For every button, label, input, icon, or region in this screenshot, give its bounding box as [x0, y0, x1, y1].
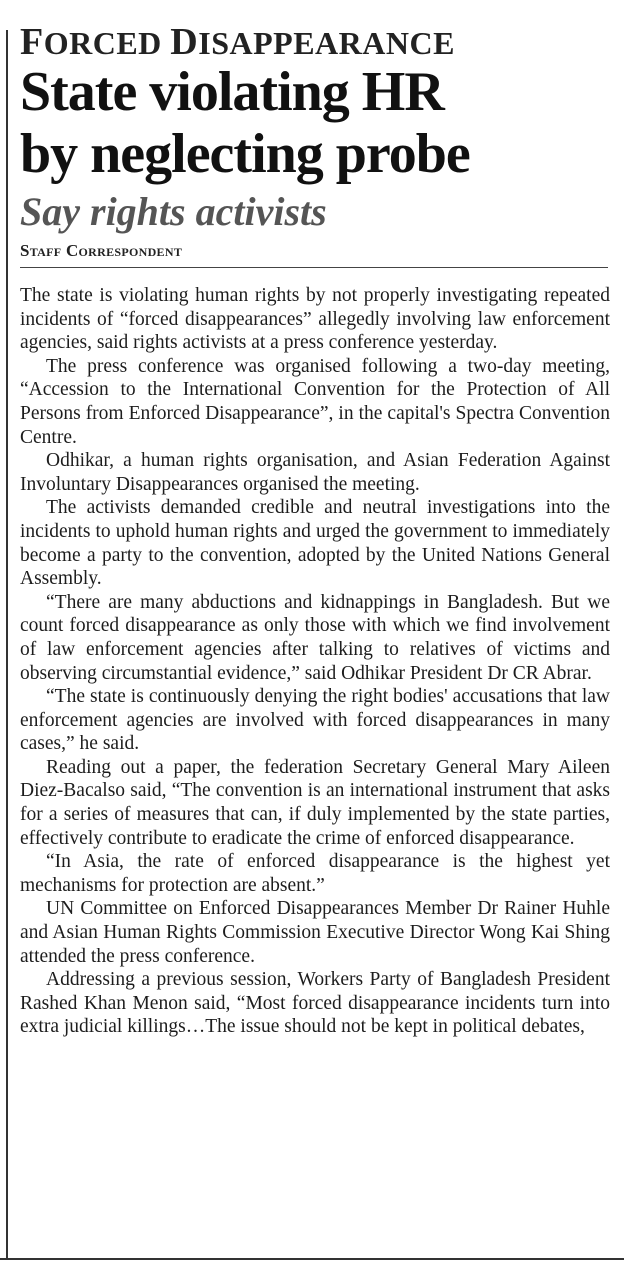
paragraph: “In Asia, the rate of enforced disappearance is the highest yet mechanisms for protection are absent.” — [20, 851, 610, 896]
paragraph: UN Committee on Enforced Disappearances Member Dr Rainer Huhle and Asian Human Rights Commission Executive Director Wong Kai Shing attended the press conference. — [20, 898, 610, 967]
subheadline: Say rights activists — [20, 189, 327, 234]
byline: Staff Correspondent — [20, 241, 183, 260]
paragraph: Addressing a previous session, Workers Party of Bangladesh President Rashed Khan Menon said, “Most forced disappearance incidents turn into extra judicial killings…The issue should not be kept in political debates, — [20, 969, 610, 1038]
paragraph: The activists demanded credible and neutral investigations into the incidents to uphold human rights and urged the government to immediately become a party to the convention, adopted by the United Nations General Assembly. — [20, 497, 610, 590]
kicker-text-2: ISAPPEARANCE — [198, 25, 455, 61]
headline-line-1: State violating HR — [20, 61, 444, 123]
paragraph: “There are many abductions and kidnappings in Bangladesh. But we count forced disappearance as only those with which we find involvement of law enforcement agencies after talking to relatives of victims and observing circumstantial evidence,” said Odhikar President Dr CR Abrar. — [20, 591, 610, 684]
paragraph: Reading out a paper, the federation Secretary General Mary Aileen Diez-Bacalso said, “The convention is an international instrument that asks for a series of measures that can, if duly implemented by the state parties, effectively contribute to eradicate the crime of enforced disappearance. — [20, 756, 610, 849]
paragraph: “The state is continuously denying the right bodies' accusations that law enforcement agencies are involved with forced disappearances in many cases,” he said. — [20, 686, 610, 755]
byline-divider — [20, 267, 608, 268]
kicker-text-1: ORCED — [43, 25, 171, 61]
news-article — [20, 22, 610, 1039]
kicker-initial-1: F — [20, 21, 44, 63]
article-body — [20, 284, 610, 1039]
section-kicker — [20, 22, 610, 63]
kicker-initial-2: D — [170, 21, 199, 63]
column-left-rule — [6, 30, 8, 1260]
paragraph: The state is violating human rights by not properly investigating repeated incidents of “forced disappearances” allegedly involving law enforcement agencies, said rights activists at a press conference yesterday. — [20, 285, 610, 354]
paragraph: The press conference was organised following a two-day meeting, “Accession to the International Convention for the Protection of All Persons from Enforced Disappearance”, in the capital's Spectra Convention Centre. — [20, 355, 610, 448]
paragraph: Odhikar, a human rights organisation, and Asian Federation Against Involuntary Disappearances organised the meeting. — [20, 450, 610, 495]
page-bottom-rule — [0, 1258, 624, 1260]
headline — [20, 61, 610, 185]
headline-line-2: by neglecting probe — [20, 123, 470, 185]
